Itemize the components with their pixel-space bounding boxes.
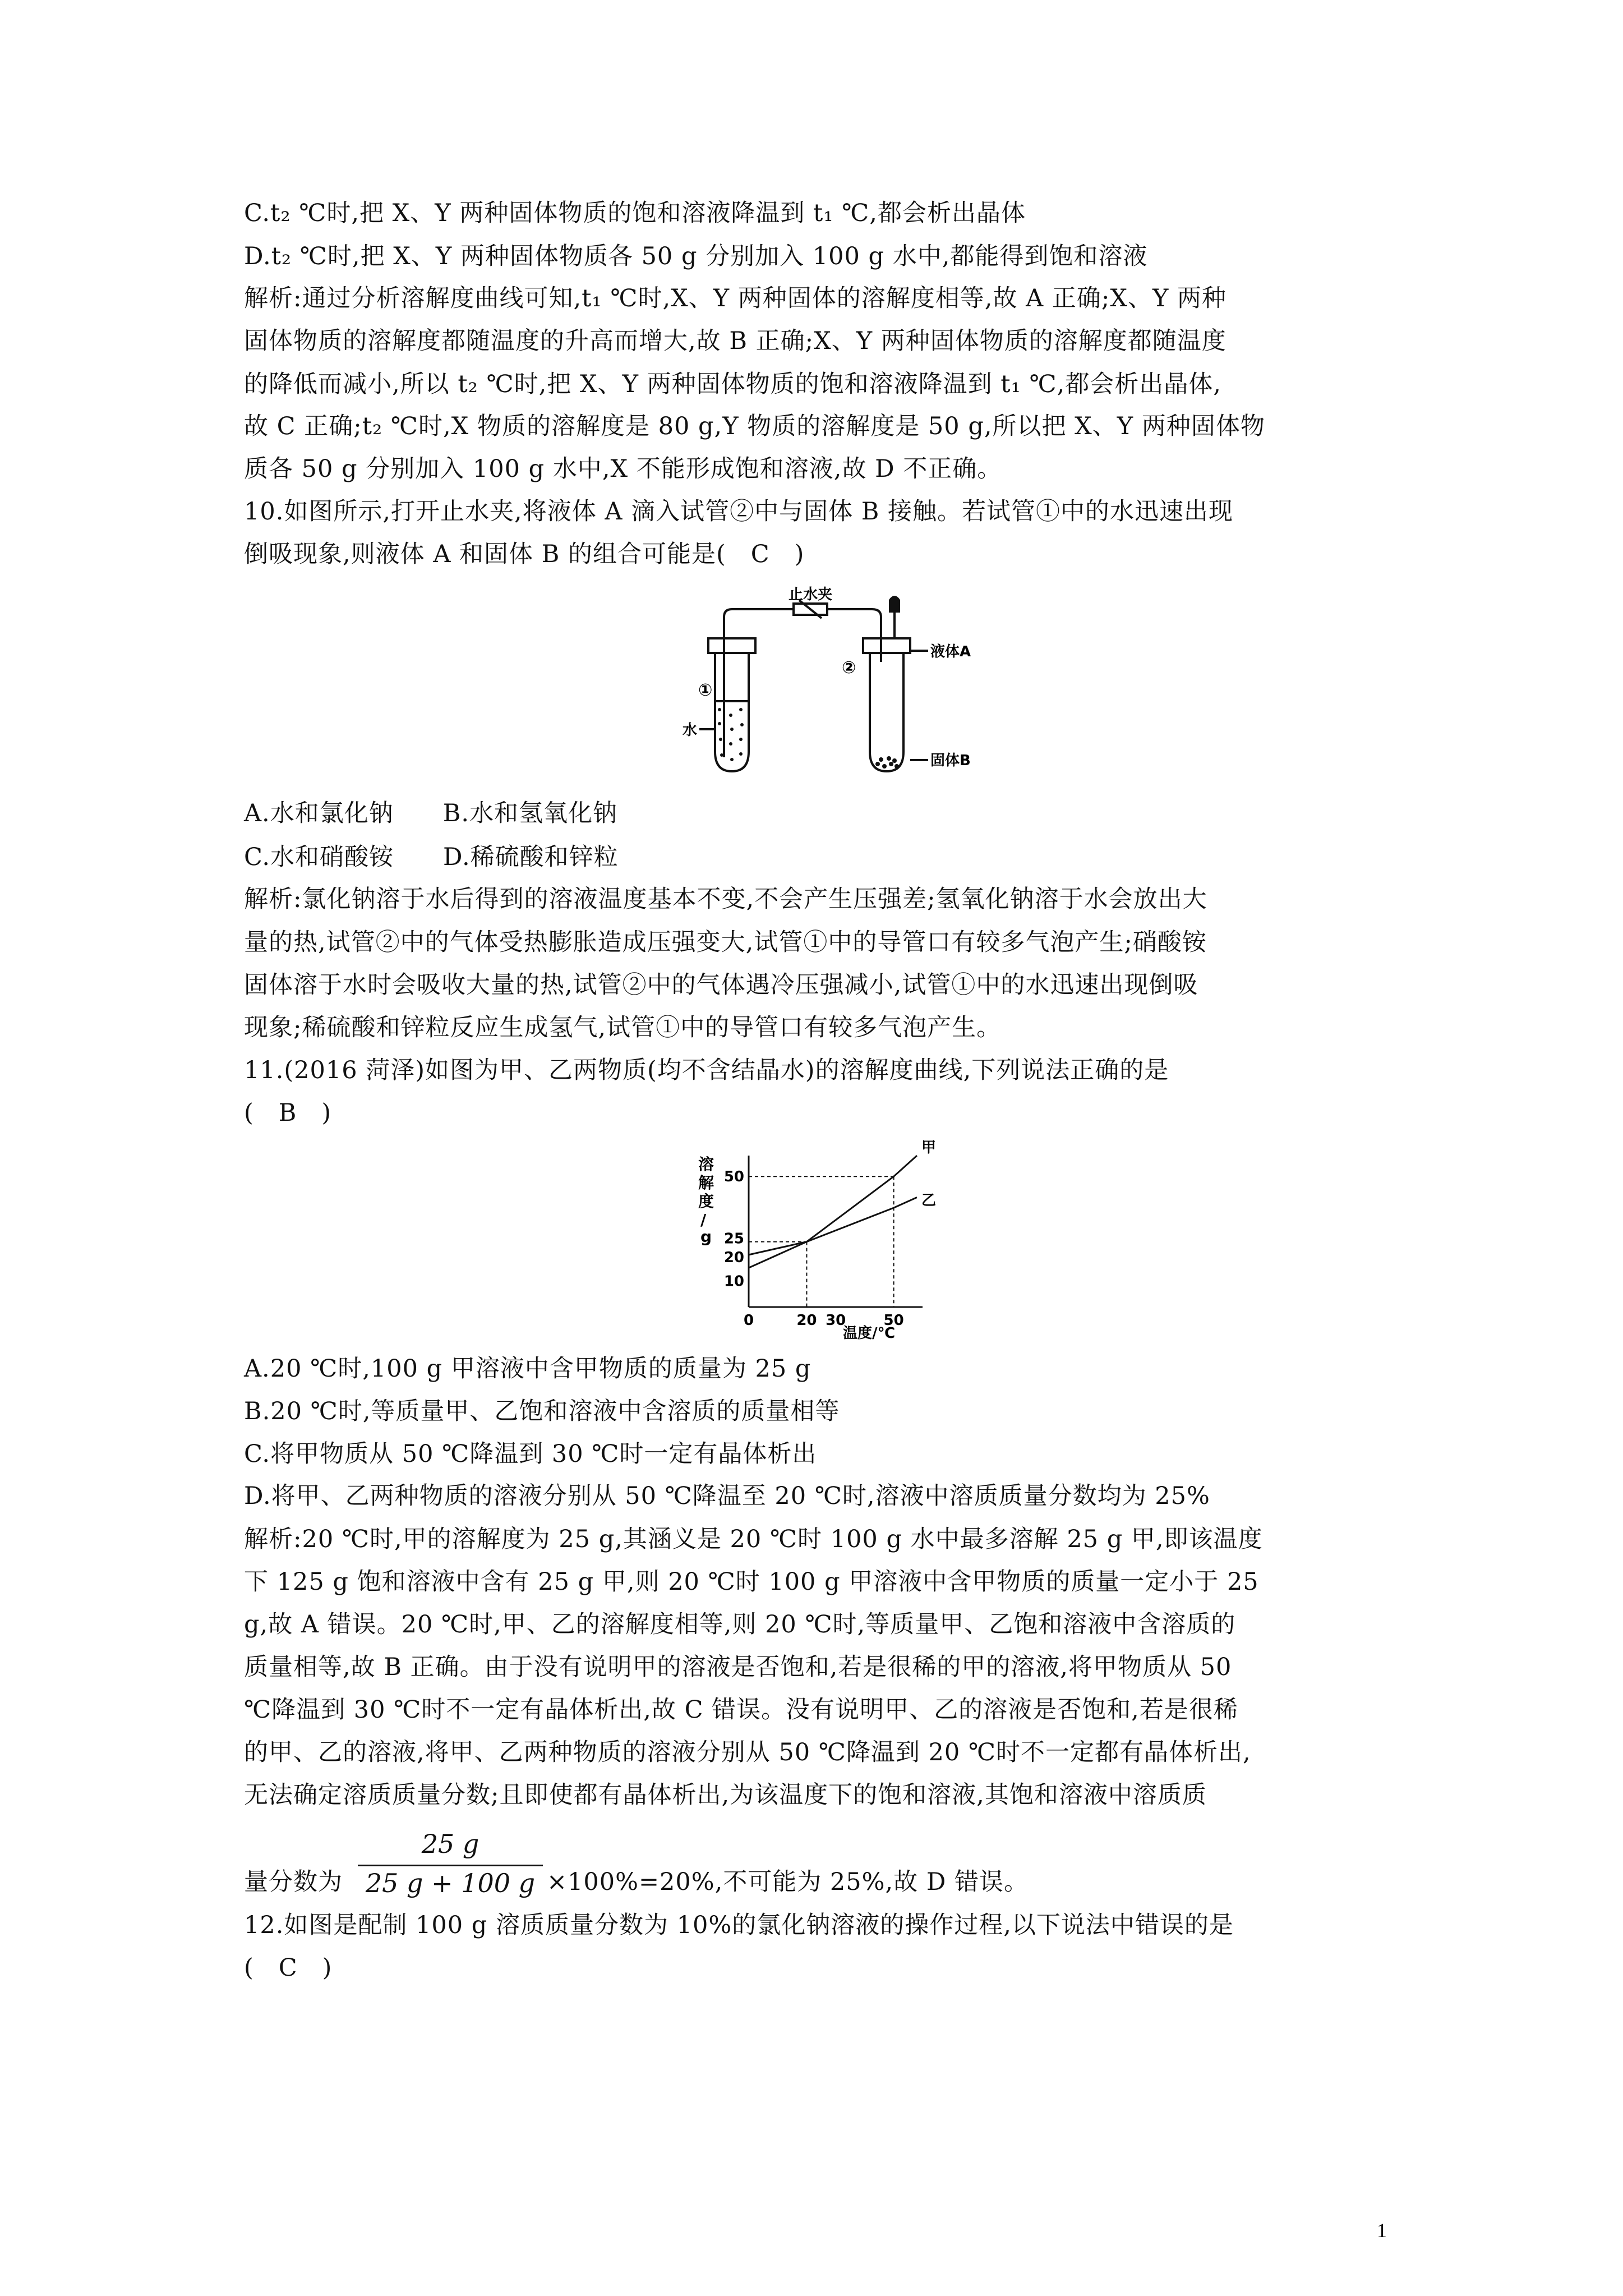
page-number: 1 xyxy=(1377,2219,1387,2242)
x-tick-label: 20 xyxy=(796,1312,817,1329)
y-axis-label-part1: 溶 xyxy=(698,1155,714,1174)
option-a: A.20 ℃时,100 g 甲溶液中含甲物质的质量为 25 g xyxy=(244,1355,811,1383)
solubility-curve-chart xyxy=(698,1139,945,1346)
text-line: ( C ) xyxy=(244,1954,333,1982)
y-axis-label-part2: 解 xyxy=(698,1174,714,1192)
text-line: ℃降温到 30 ℃时不一定有晶体析出,故 C 错误。没有说明甲、乙的溶液是否饱和,若是很稀 xyxy=(244,1696,1238,1724)
fraction-formula xyxy=(358,1829,543,1896)
option-d: D.将甲、乙两种物质的溶液分别从 50 ℃降温至 20 ℃时,溶液中溶质质量分数均为 25% xyxy=(244,1482,1210,1510)
y-axis-label-part3: 度 xyxy=(698,1192,714,1211)
x-axis-label: 温度/℃ xyxy=(843,1325,895,1342)
text-line: 固体溶于水时会吸收大量的热,试管②中的气体遇冷压强减小,试管①中的水迅速出现倒吸 xyxy=(244,971,1198,999)
fraction-denominator: 25 g + 100 g xyxy=(365,1868,536,1898)
text-line: 质量相等,故 B 正确。由于没有说明甲的溶液是否饱和,若是很稀的甲的溶液,将甲物质从 50 xyxy=(244,1653,1232,1681)
y-tick-label: 10 xyxy=(723,1273,744,1290)
option-c-d: C.水和硝酸铵 D.稀硫酸和锌粒 xyxy=(244,843,619,871)
liquid-a-label: 液体A xyxy=(930,643,971,660)
option-b: B.20 ℃时,等质量甲、乙饱和溶液中含溶质的质量相等 xyxy=(244,1397,840,1425)
text-line: 下 125 g 饱和溶液中含有 25 g 甲,则 20 ℃时 100 g 甲溶液中含甲物质的质量一定小于 25 xyxy=(244,1568,1259,1596)
text-line: 倒吸现象,则液体 A 和固体 B 的组合可能是( C ) xyxy=(244,540,805,568)
water-label: 水 xyxy=(683,722,698,739)
series-line-2 xyxy=(749,1197,917,1254)
text-line: 故 C 正确;t₂ ℃时,X 物质的溶解度是 80 g,Y 物质的溶解度是 50 g,所以把 X、Y 两种固体物 xyxy=(244,412,1265,440)
tube-2-label: ② xyxy=(842,658,856,678)
series-label-2: 乙 xyxy=(921,1192,937,1209)
y-tick-label: 20 xyxy=(723,1249,744,1266)
text-line: 解析:氯化钠溶于水后得到的溶液温度基本不变,不会产生压强差;氢氧化钠溶于水会放出大 xyxy=(244,885,1207,913)
text-line: 解析:通过分析溶解度曲线可知,t₁ ℃时,X、Y 两种固体的溶解度相等,故 A 正确;X、Y 两种 xyxy=(244,284,1227,312)
x-tick-label: 50 xyxy=(883,1312,904,1329)
series-line-1 xyxy=(749,1156,917,1268)
fraction-bar xyxy=(358,1865,543,1866)
text-line: g,故 A 错误。20 ℃时,甲、乙的溶解度相等,则 20 ℃时,等质量甲、乙饱和溶液中含溶质的 xyxy=(244,1611,1236,1639)
text-line: 固体物质的溶解度都随温度的升高而增大,故 B 正确;X、Y 两种固体物质的溶解度都随温度 xyxy=(244,327,1227,355)
text-line: 现象;稀硫酸和锌粒反应生成氢气,试管①中的导管口有较多气泡产生。 xyxy=(244,1014,1002,1042)
fraction-numerator: 25 g xyxy=(421,1829,479,1859)
tube-1-label: ① xyxy=(698,680,713,700)
question-11: 11.(2016 菏泽)如图为甲、乙两物质(均不含结晶水)的溶解度曲线,下列说法正确的是 xyxy=(244,1056,1169,1084)
y-tick-label: 50 xyxy=(723,1168,744,1186)
option-a-b: A.水和氯化钠 B.水和氢氧化钠 xyxy=(244,799,617,827)
text-line: C.t₂ ℃时,把 X、Y 两种固体物质的饱和溶液降温到 t₁ ℃,都会析出晶体 xyxy=(244,199,1026,227)
text-line-before-fraction: 量分数为 xyxy=(244,1868,343,1896)
question-12: 12.如图是配制 100 g 溶质质量分数为 10%的氯化钠溶液的操作过程,以下说法中错误的是 xyxy=(244,1911,1234,1939)
text-line: 的甲、乙的溶液,将甲、乙两种物质的溶液分别从 50 ℃降温到 20 ℃时不一定都有晶体析出, xyxy=(244,1738,1251,1766)
test-tube-apparatus-figure xyxy=(683,586,971,791)
question-10: 10.如图所示,打开止水夹,将液体 A 滴入试管②中与固体 B 接触。若试管①中的水迅速出现 xyxy=(244,498,1234,526)
solid-b-label: 固体B xyxy=(930,752,971,769)
text-line: ( B ) xyxy=(244,1099,332,1127)
y-tick-label: 25 xyxy=(723,1230,744,1248)
clamp-label: 止水夹 xyxy=(788,586,833,603)
y-axis-label-part5: g xyxy=(700,1227,712,1246)
text-line: D.t₂ ℃时,把 X、Y 两种固体物质各 50 g 分别加入 100 g 水中,都能得到饱和溶液 xyxy=(244,242,1148,270)
series-label-1: 甲 xyxy=(921,1139,937,1156)
y-axis-label-part4: / xyxy=(700,1211,707,1229)
option-c: C.将甲物质从 50 ℃降温到 30 ℃时一定有晶体析出 xyxy=(244,1440,817,1468)
text-line: 解析:20 ℃时,甲的溶解度为 25 g,其涵义是 20 ℃时 100 g 水中最多溶解 25 g 甲,即该温度 xyxy=(244,1525,1263,1553)
x-tick-label: 30 xyxy=(826,1312,846,1329)
text-line: 量的热,试管②中的气体受热膨胀造成压强变大,试管①中的导管口有较多气泡产生;硝酸铵 xyxy=(244,928,1207,956)
text-line: 的降低而减小,所以 t₂ ℃时,把 X、Y 两种固体物质的饱和溶液降温到 t₁ ℃,都会析出晶体, xyxy=(244,370,1221,398)
text-line: 质各 50 g 分别加入 100 g 水中,X 不能形成饱和溶液,故 D 不正确。 xyxy=(244,455,1002,483)
text-line-after-fraction: ×100%=20%,不可能为 25%,故 D 错误。 xyxy=(547,1868,1029,1896)
text-line: 无法确定溶质质量分数;且即使都有晶体析出,为该温度下的饱和溶液,其饱和溶液中溶质质 xyxy=(244,1781,1207,1809)
x-tick-label: 0 xyxy=(743,1312,754,1329)
